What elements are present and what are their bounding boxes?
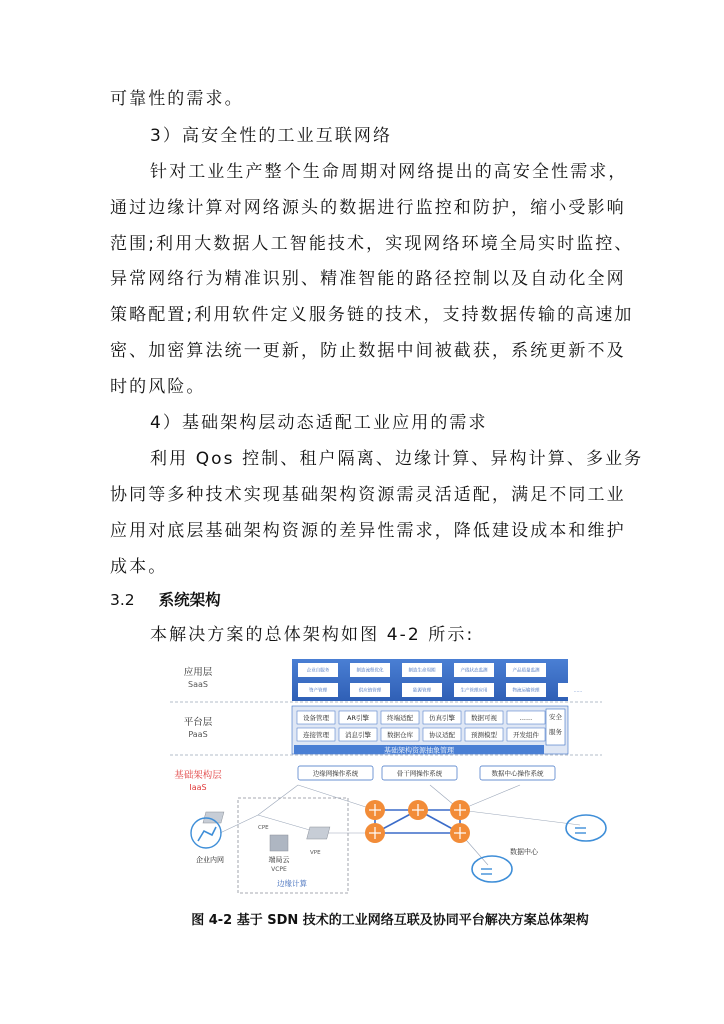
datacenter-label: 数据中心 bbox=[510, 848, 538, 856]
saas-row1 bbox=[298, 663, 546, 677]
paas-item-label: 设备管理 bbox=[303, 713, 329, 722]
subheading-3: 3）高安全性的工业互联网络 bbox=[150, 126, 393, 146]
section-heading bbox=[110, 589, 221, 611]
paas-item-label: 开发组件 bbox=[513, 730, 539, 739]
paragraph-line: 成本。 bbox=[110, 557, 168, 577]
os-box-label: 骨干网操作系统 bbox=[396, 769, 443, 778]
iaas-label-en: IaaS bbox=[189, 783, 207, 792]
saas-item-label: 物流运输管理 bbox=[512, 688, 540, 694]
os-box-label: 边缘网操作系统 bbox=[312, 769, 359, 778]
paragraph-line: 应用对底层基础架构资源的差异性需求，降低建设成本和维护 bbox=[110, 521, 626, 541]
cpe-label: CPE bbox=[258, 825, 269, 831]
saas-item-label: 产品质量监测 bbox=[512, 668, 540, 674]
vpe-label: VPE bbox=[310, 850, 321, 856]
paas-item-label: 消息引擎 bbox=[345, 730, 371, 739]
saas-item-label: 能源管理 bbox=[413, 688, 431, 694]
paragraph-line: 时的风险。 bbox=[110, 377, 206, 397]
paragraph-line: 密、加密算法统一更新，防止数据中间被截获，系统更新不及 bbox=[110, 341, 626, 361]
paas-label-en: PaaS bbox=[188, 730, 208, 739]
saas-label-cn: 应用层 bbox=[183, 667, 213, 678]
paas-item-label: 协议适配 bbox=[429, 730, 455, 739]
section-title: 系统架构 bbox=[158, 591, 221, 609]
paas-item-label: 终端适配 bbox=[387, 713, 413, 722]
security-label-a: 安全 bbox=[549, 713, 562, 721]
edge-compute-label: 边缘计算 bbox=[277, 879, 307, 888]
enterprise-label: 企业内网 bbox=[196, 856, 224, 864]
paas-item-label: ...... bbox=[519, 713, 533, 722]
paragraph-line: 利用 Qos 控制、租户隔离、边缘计算、异构计算、多业务 bbox=[150, 449, 644, 469]
paas-label-cn: 平台层 bbox=[183, 717, 213, 728]
router-nodes bbox=[365, 800, 470, 843]
cloud-icon bbox=[472, 856, 512, 882]
security-label-b: 服务 bbox=[549, 728, 562, 736]
saas-item-label: 产线状态监测 bbox=[460, 668, 488, 674]
saas-item-label: ...... bbox=[573, 688, 583, 694]
figure-caption: 图 4-2 基于 SDN 技术的工业网络互联及协同平台解决方案总体架构 bbox=[191, 913, 589, 928]
section-number: 3.2 bbox=[110, 591, 135, 609]
paas-item-label: 数据可视 bbox=[471, 713, 497, 722]
paas-item-label: 数据仓库 bbox=[387, 730, 413, 739]
paragraph-line: 协同等多种技术实现基础架构资源需灵活适配，满足不同工业 bbox=[110, 485, 626, 505]
saas-item-label: 生产管理应用 bbox=[460, 688, 488, 694]
datacenter-cloud-icon bbox=[566, 815, 606, 841]
saas-item-label: 供应链管理 bbox=[358, 688, 382, 694]
intro-line: 本解决方案的总体架构如图 4-2 所示: bbox=[150, 625, 475, 645]
paas-item-label: 仿真引擎 bbox=[429, 713, 455, 722]
saas-item-label: 资产管理 bbox=[309, 688, 327, 694]
os-boxes bbox=[298, 766, 555, 780]
vpe-device-icon bbox=[307, 827, 330, 839]
saas-item-label: 制造流程优化 bbox=[356, 668, 384, 674]
paragraph-line: 异常网络行为精准识别、精准智能的路径控制以及自动化全网 bbox=[110, 269, 626, 289]
paragraph-line: 策略配置;利用软件定义服务链的技术，支持数据传输的高速加 bbox=[110, 305, 634, 325]
saas-item-label: 企业自服务 bbox=[306, 668, 330, 674]
paas-item-label: 连接管理 bbox=[303, 730, 329, 739]
paas-item-label: 预测模型 bbox=[471, 730, 497, 739]
iaas-label-cn: 基础架构层 bbox=[174, 770, 222, 781]
saas-label-en: SaaS bbox=[188, 680, 208, 689]
subheading-4: 4）基础架构层动态适配工业应用的需求 bbox=[150, 413, 488, 433]
saas-item-label: 制造生命周期 bbox=[408, 668, 436, 674]
paragraph-line: 可靠性的需求。 bbox=[110, 89, 244, 109]
paragraph-line: 通过边缘计算对网络源头的数据进行监控和防护，缩小受影响 bbox=[110, 198, 626, 218]
os-box-label: 数据中心操作系统 bbox=[491, 769, 544, 778]
vcpe-label: VCPE bbox=[271, 866, 287, 873]
edge-cloud-device-icon bbox=[270, 835, 288, 851]
architecture-diagram bbox=[170, 655, 614, 895]
paas-item-label: AR引擎 bbox=[347, 713, 369, 722]
paragraph-line: 范围;利用大数据人工智能技术，实现网络环境全局实时监控、 bbox=[110, 234, 634, 254]
abstraction-label: 基础架构资源抽象管理 bbox=[384, 746, 454, 755]
paragraph-line: 针对工业生产整个生命周期对网络提出的高安全性需求， bbox=[150, 162, 628, 182]
edge-cloud-label: 端局云 bbox=[268, 856, 290, 864]
